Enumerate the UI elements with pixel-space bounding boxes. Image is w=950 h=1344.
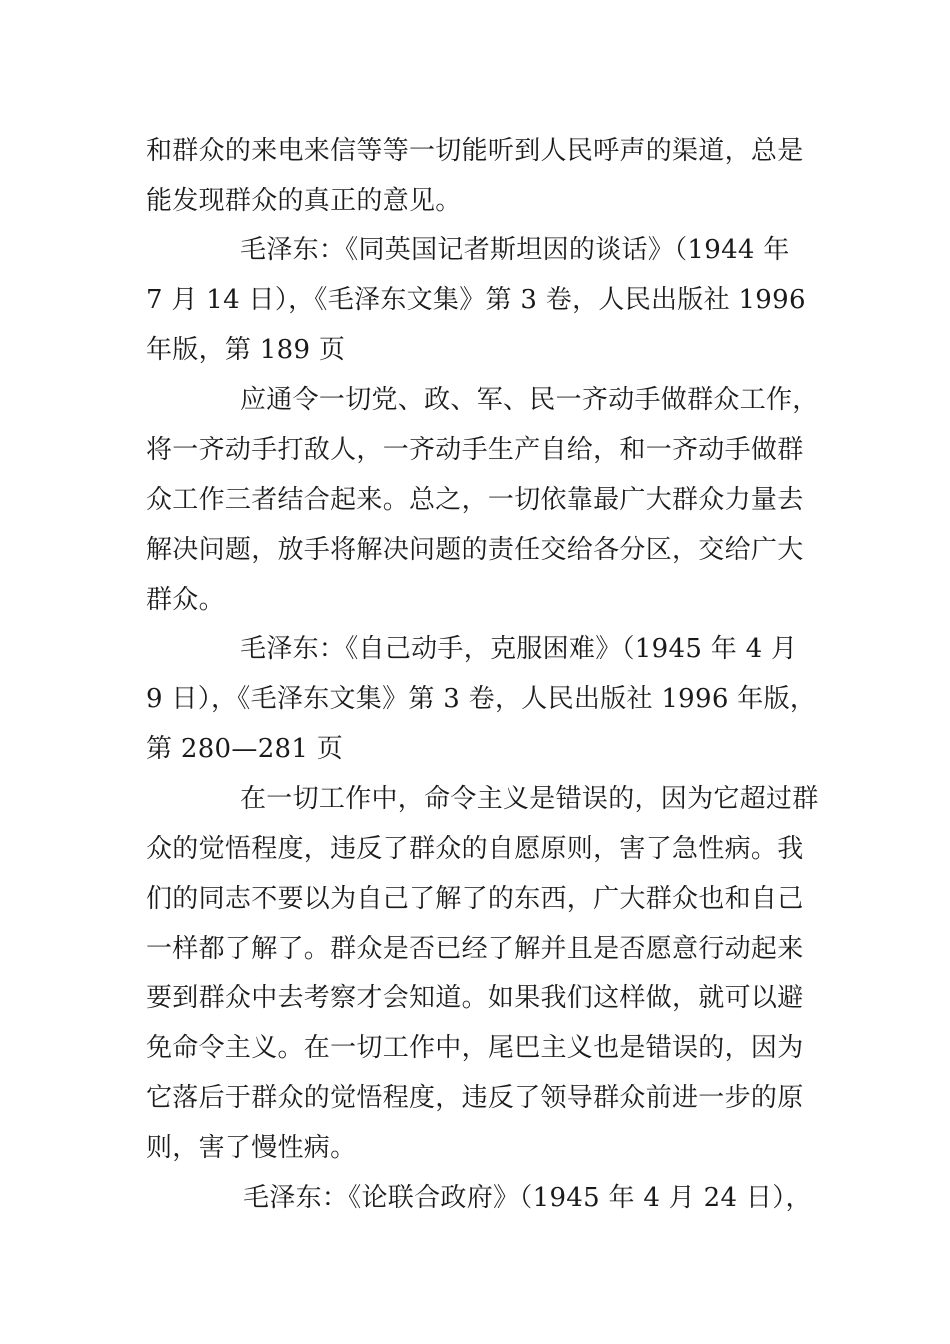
text-line: 应通令一切党、政、军、民一齐动手做群众工作，: [240, 385, 819, 415]
text-line: 和群众的来电来信等等一切能听到人民呼声的渠道，总是: [146, 136, 804, 166]
citation-line: 9 日），《毛泽东文集》第 3 卷，人民出版社 1996 年版，: [146, 684, 817, 714]
citation-line: 第 280—281 页: [146, 734, 344, 764]
text-line: 免命令主义。在一切工作中，尾巴主义也是错误的，因为: [146, 1033, 804, 1063]
text-line: 要到群众中去考察才会知道。如果我们这样做，就可以避: [146, 983, 804, 1013]
citation-line: 毛泽东：《同英国记者斯坦因的谈话》（1944 年: [240, 235, 790, 265]
text-line: 解决问题，放手将解决问题的责任交给各分区，交给广大: [146, 535, 804, 565]
text-line: 能发现群众的真正的意见。: [146, 186, 462, 216]
citation-line: 毛泽东：《自己动手，克服困难》（1945 年 4 月: [240, 634, 798, 664]
text-line: 则，害了慢性病。: [146, 1133, 357, 1163]
text-line: 众的觉悟程度，违反了群众的自愿原则，害了急性病。我: [146, 834, 804, 864]
text-line: 它落后于群众的觉悟程度，违反了领导群众前进一步的原: [146, 1083, 804, 1113]
citation-line: 7 月 14 日），《毛泽东文集》第 3 卷，人民出版社 1996: [146, 285, 806, 315]
text-line: 一样都了解了。群众是否已经了解并且是否愿意行动起来: [146, 934, 804, 964]
text-line: 众工作三者结合起来。总之，一切依靠最广大群众力量去: [146, 485, 804, 515]
citation-line: 毛泽东：《论联合政府》（1945 年 4 月 24 日），: [243, 1183, 812, 1213]
text-line: 们的同志不要以为自己了解了的东西，广大群众也和自己: [146, 884, 804, 914]
text-line: 群众。: [146, 585, 225, 615]
text-line: 将一齐动手打敌人，一齐动手生产自给，和一齐动手做群: [146, 435, 804, 465]
text-line: 在一切工作中，命令主义是错误的，因为它超过群: [240, 784, 819, 814]
citation-line: 年版，第 189 页: [146, 335, 346, 365]
